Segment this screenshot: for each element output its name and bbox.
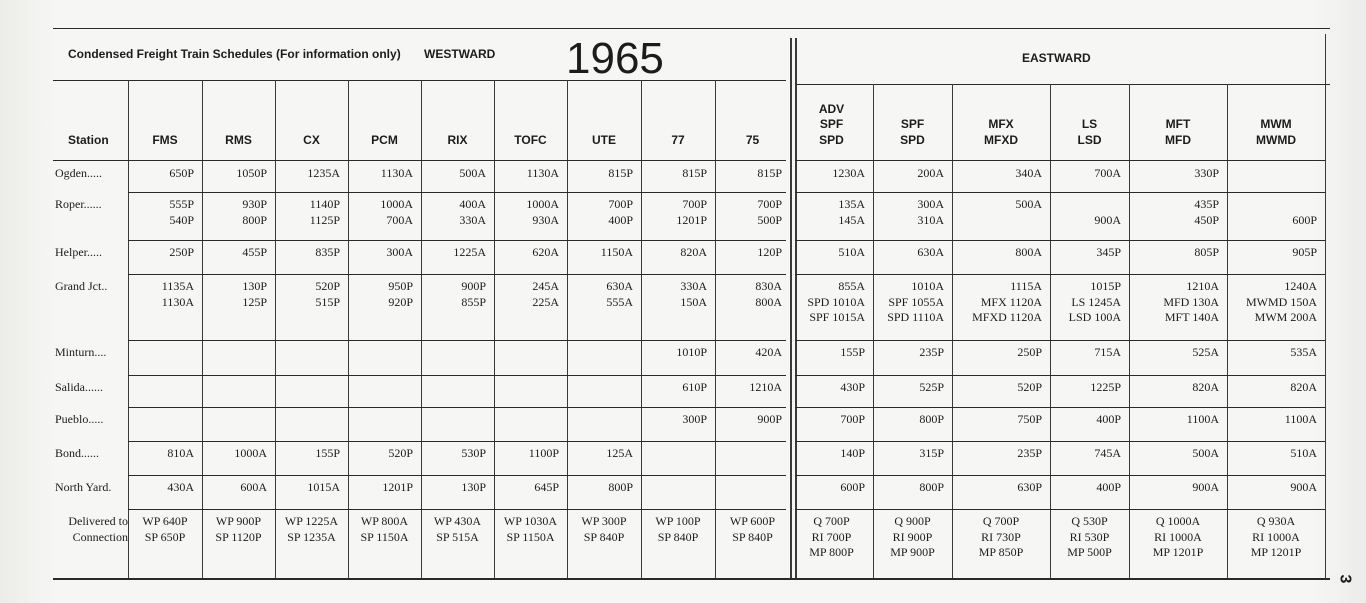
table-cell: 815P [608,166,633,180]
table-cell: 500A [1015,197,1042,211]
station-name: Helper..... [55,245,102,259]
bottom-rule [53,578,1330,580]
table-cell: WP 430A SP 515A [433,514,482,544]
table-cell: 1210A [749,380,782,394]
table-cell: 345P [1096,245,1121,259]
column-separator [128,80,129,578]
table-cell: 1115A MFX 1120A MFXD 1120A [972,279,1042,324]
column-header: FMS [152,132,178,147]
row-separator [128,509,786,510]
table-cell: 900P 855P [461,279,486,309]
table-cell: 135A 145A [838,197,865,227]
column-header: TOFC [514,132,547,147]
table-cell: 235P [919,345,944,359]
table-cell: 630P [1017,480,1042,494]
table-cell: Q 700P RI 700P MP 800P [809,514,854,559]
column-separator [641,80,642,578]
table-cell: 700A [1094,166,1121,180]
table-cell: 315P [919,446,944,460]
table-cell: 900A [1192,480,1219,494]
column-separator [1129,84,1130,578]
row-separator [795,375,1325,376]
table-cell: 1140P 1125P [309,197,340,227]
table-cell: 1230A [832,166,865,180]
table-cell: 1235A [307,166,340,180]
table-cell: 600A [240,480,267,494]
table-cell: 235P [1017,446,1042,460]
page-number: 3 [1336,574,1354,584]
column-header: 75 [745,132,760,147]
table-cell: Q 700P RI 730P MP 850P [978,514,1024,559]
column-separator [421,80,422,578]
header-bottom-rule [795,160,1325,161]
eastward-label: EASTWARD [1022,51,1091,65]
table-cell: 700P 1201P [676,197,707,227]
table-cell: 715A [1094,345,1121,359]
top-rule [53,28,1330,29]
table-cell: 630A 555A [606,279,633,309]
table-cell: 645P [534,480,559,494]
table-title: Condensed Freight Train Schedules (For information only) [68,47,401,61]
table-cell: 1150A [600,245,633,259]
table-cell: 430P [840,380,865,394]
row-separator [795,192,1325,193]
table-cell: 610P [682,380,707,394]
table-cell: 525A [1192,345,1219,359]
table-cell: 1100A [1284,412,1317,426]
table-cell: 820A [680,245,707,259]
table-cell: 1000A 930A [526,197,559,227]
table-cell: 1130A [380,166,413,180]
table-cell: WP 100P SP 840P [655,514,701,544]
table-cell: WP 1225A SP 1235A [284,514,339,544]
table-cell: 120P [757,245,782,259]
table-cell: 800P [919,480,944,494]
table-cell: 250P [169,245,194,259]
table-cell: 1015P LS 1245A LSD 100A [1068,279,1121,324]
station-name: Minturn.... [55,345,107,359]
table-cell: 620A [532,245,559,259]
column-header: Station [68,132,109,147]
table-cell: 600P [840,480,865,494]
table-cell: 555P 540P [169,197,194,227]
table-cell: 130P [461,480,486,494]
row-separator [128,475,786,476]
table-cell: 1010A SPF 1055A SPD 1110A [887,279,944,324]
row-separator [795,274,1325,275]
column-separator [202,80,203,578]
table-cell: 520P 515P [315,279,340,309]
row-separator [128,441,786,442]
column-header: CX [303,132,320,147]
row-separator [795,509,1325,510]
table-cell: 200A [917,166,944,180]
table-cell: 245A 225A [532,279,559,309]
column-header: MWM MWMD [1256,117,1296,147]
column-header: PCM [371,132,398,147]
table-cell: WP 300P SP 840P [581,514,627,544]
table-cell: 750P [1017,412,1042,426]
column-header: UTE [592,132,616,147]
table-cell: 1100A [1186,412,1219,426]
column-header: 77 [671,132,685,147]
column-header: RIX [447,132,468,147]
column-separator [348,80,349,578]
row-separator [128,407,786,408]
row-separator [795,240,1325,241]
table-cell: WP 800A SP 1150A [360,514,409,544]
row-separator [128,192,786,193]
row-separator [795,407,1325,408]
column-header: RMS [225,132,252,147]
column-separator [1050,84,1051,578]
table-cell: 1130A [526,166,559,180]
station-name: North Yard. [55,480,112,494]
table-cell: 300A 310A [917,197,944,227]
table-cell: 1135A 1130A [161,279,194,309]
table-cell: 1015A [307,480,340,494]
table-cell: 650P [169,166,194,180]
table-cell: 330P [1194,166,1219,180]
column-header: SPF SPD [900,117,925,147]
table-cell: 950P 920P [388,279,413,309]
table-cell: Q 900P RI 900P MP 900P [890,514,935,559]
table-cell: 835P [315,245,340,259]
table-cell: 1010P [676,345,707,359]
table-cell: WP 600P SP 840P [729,514,776,544]
column-separator [494,80,495,578]
table-cell: 1000A [234,446,267,460]
westward-label: WESTWARD [424,47,496,61]
table-cell: 535A [1290,345,1317,359]
table-cell: 510A [838,245,865,259]
table-cell: 510A [1290,446,1317,460]
table-cell: 435P 450P [1194,197,1219,227]
table-cell: 500A [459,166,486,180]
table-cell: 1225A [453,245,486,259]
table-cell: 900A [1290,480,1317,494]
westward-header-rule [53,80,786,81]
table-cell: 830A 800A [755,279,782,309]
eastward-header-rule [795,84,1330,85]
table-cell: 815P [757,166,782,180]
column-separator [567,80,568,578]
table-cell: 520P [1017,380,1042,394]
table-cell: 155P [315,446,340,460]
table-cell: 815P [682,166,707,180]
table-cell: 1201P [382,480,413,494]
row-separator [128,274,786,275]
table-cell: 1210A MFD 130A MFT 140A [1163,279,1219,324]
table-cell: 810A [167,446,194,460]
table-cell: 525P [919,380,944,394]
table-cell: 340A [1015,166,1042,180]
table-cell: 900A [1094,212,1121,227]
table-cell: 800P [608,480,633,494]
row-separator [128,375,786,376]
table-cell: 455P [242,245,267,259]
table-cell: Q 1000A RI 1000A MP 1201P [1152,514,1204,559]
table-cell: 1000A 700A [380,197,413,227]
table-cell: 300P [682,412,707,426]
row-separator [795,340,1325,341]
table-cell: 900P [757,412,782,426]
right-border [1325,34,1326,579]
table-cell: 700P 500P [757,197,782,227]
table-cell: 700P 400P [608,197,633,227]
header-bottom-rule [53,160,786,161]
table-cell: 430A [167,480,194,494]
table-cell: 1225P [1090,380,1121,394]
column-separator [715,80,716,578]
table-cell: 905P [1292,245,1317,259]
table-cell: 400P [1096,480,1121,494]
station-name: Salida...... [55,380,103,394]
table-cell: 1240A MWMD 150A MWM 200A [1246,279,1317,324]
table-cell: 330A 150A [680,279,707,309]
station-name: Bond...... [55,446,100,460]
table-cell: 1100P [528,446,559,460]
table-cell: WP 900P SP 1120P [215,514,262,544]
table-cell: 250P [1017,345,1042,359]
table-cell: 600P [1292,212,1317,227]
column-separator [952,84,953,578]
table-cell: 855A SPD 1010A SPF 1015A [807,279,865,324]
table-cell: 125A [606,446,633,460]
table-cell: 420A [755,345,782,359]
table-cell: 800P [919,412,944,426]
table-cell: 520P [388,446,413,460]
column-header: LS LSD [1077,117,1102,147]
table-cell: 930P 800P [242,197,267,227]
column-separator [1227,84,1228,578]
year-annotation: 1965 [566,34,664,83]
table-cell: 630A [917,245,944,259]
table-cell: Q 930A RI 1000A MP 1201P [1250,514,1302,559]
table-cell: 155P [840,345,865,359]
table-cell: 820A [1290,380,1317,394]
table-cell: 745A [1094,446,1121,460]
table-cell: 130P 125P [242,279,267,309]
column-header: MFX MFXD [984,117,1018,147]
station-name: Delivered to Connection [68,514,128,544]
station-name: Ogden..... [55,166,102,180]
row-separator [128,240,786,241]
station-name: Roper...... [55,197,102,211]
table-cell: 400P [1096,412,1121,426]
row-separator [795,441,1325,442]
table-cell: 700P [840,412,865,426]
table-cell: 500A [1192,446,1219,460]
row-separator [795,475,1325,476]
column-header: ADV SPF SPD [818,101,845,147]
table-cell: 1050P [236,166,267,180]
table-cell: 530P [461,446,486,460]
table-cell: 300A [386,245,413,259]
table-cell: Q 530P RI 530P MP 500P [1067,514,1112,559]
column-header: MFT MFD [1165,117,1191,147]
table-cell: 820A [1192,380,1219,394]
table-cell: 400A 330A [459,197,486,227]
column-separator [873,84,874,578]
table-cell: 140P [840,446,865,460]
table-cell: 805P [1194,245,1219,259]
table-cell: 800A [1015,245,1042,259]
row-separator [128,340,786,341]
station-name: Grand Jct.. [55,279,108,293]
table-cell: WP 1030A SP 1150A [503,514,558,544]
column-separator [275,80,276,578]
table-cell: WP 640P SP 650P [142,514,188,544]
station-name: Pueblo..... [55,412,104,426]
